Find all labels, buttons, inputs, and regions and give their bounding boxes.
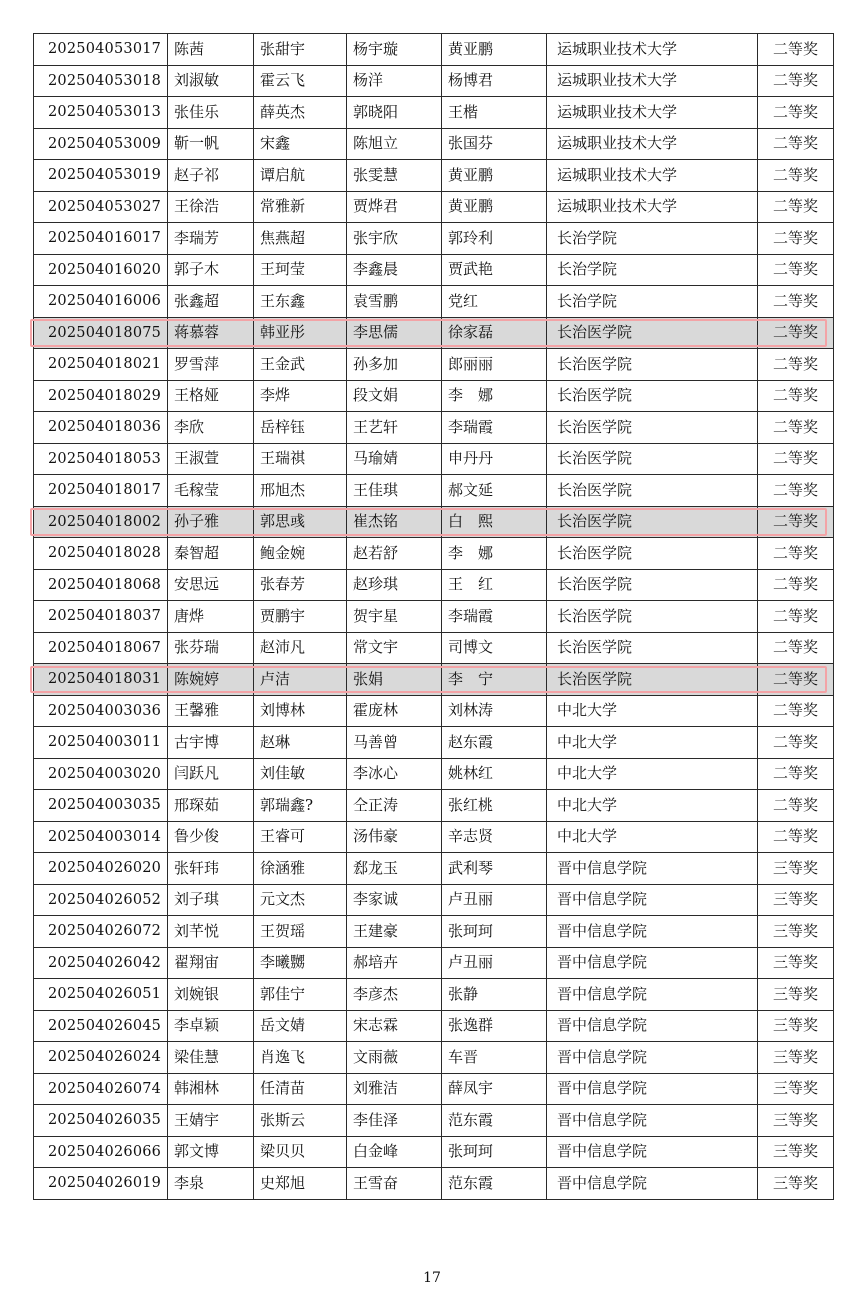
entry-id-cell: 202504026035 [34,1105,168,1137]
award-cell: 三等奖 [758,916,834,948]
advisor-cell: 张静 [442,979,547,1011]
advisor-cell: 刘林涛 [442,695,547,727]
table-row [34,286,834,318]
page-number: 17 [423,1270,441,1286]
entry-id-cell: 202504018067 [34,632,168,664]
entry-id-cell: 202504018075 [34,317,168,349]
award-cell: 三等奖 [758,947,834,979]
entry-id-cell: 202504026019 [34,1168,168,1200]
member1-cell: 邢琛茹 [168,790,254,822]
member3-cell: 张娟 [347,664,442,696]
member3-cell: 张宇欣 [347,223,442,255]
table-row [34,380,834,412]
member1-cell: 鲁少俊 [168,821,254,853]
member2-cell: 薛英杰 [254,97,347,129]
table-row [34,1105,834,1137]
school-cell: 中北大学 [547,727,758,759]
advisor-cell: 范东霞 [442,1168,547,1200]
entry-id-cell: 202504003014 [34,821,168,853]
school-cell: 运城职业技术大学 [547,97,758,129]
member1-cell: 陈婉婷 [168,664,254,696]
advisor-cell: 范东霞 [442,1105,547,1137]
school-cell: 运城职业技术大学 [547,65,758,97]
table-row [34,223,834,255]
entry-id-cell: 202504018031 [34,664,168,696]
school-cell: 长治医学院 [547,569,758,601]
school-cell: 长治学院 [547,223,758,255]
member1-cell: 张鑫超 [168,286,254,318]
school-cell: 中北大学 [547,758,758,790]
table-row [34,317,834,349]
award-cell: 二等奖 [758,380,834,412]
school-cell: 长治学院 [547,286,758,318]
advisor-cell: 车晋 [442,1042,547,1074]
member2-cell: 张甜宇 [254,34,347,66]
member3-cell: 杨宇璇 [347,34,442,66]
school-cell: 长治医学院 [547,380,758,412]
member3-cell: 李彦杰 [347,979,442,1011]
entry-id-cell: 202504026020 [34,853,168,885]
advisor-cell: 王 红 [442,569,547,601]
school-cell: 晋中信息学院 [547,853,758,885]
member2-cell: 鲍金婉 [254,538,347,570]
award-cell: 三等奖 [758,884,834,916]
school-cell: 中北大学 [547,821,758,853]
advisor-cell: 黄亚鹏 [442,34,547,66]
school-cell: 晋中信息学院 [547,1042,758,1074]
school-cell: 运城职业技术大学 [547,128,758,160]
member1-cell: 李泉 [168,1168,254,1200]
award-cell: 二等奖 [758,538,834,570]
member1-cell: 李瑞芳 [168,223,254,255]
member1-cell: 韩湘林 [168,1073,254,1105]
advisor-cell: 李 娜 [442,380,547,412]
member3-cell: 孙多加 [347,349,442,381]
member1-cell: 翟翔宙 [168,947,254,979]
member3-cell: 张雯慧 [347,160,442,192]
member2-cell: 韩亚彤 [254,317,347,349]
entry-id-cell: 202504026074 [34,1073,168,1105]
award-cell: 二等奖 [758,191,834,223]
member2-cell: 岳文婧 [254,1010,347,1042]
member3-cell: 杨洋 [347,65,442,97]
member2-cell: 任清苗 [254,1073,347,1105]
advisor-cell: 张珂珂 [442,1136,547,1168]
member1-cell: 唐烨 [168,601,254,633]
advisor-cell: 王楷 [442,97,547,129]
member1-cell: 秦智超 [168,538,254,570]
advisor-cell: 张珂珂 [442,916,547,948]
award-cell: 二等奖 [758,758,834,790]
advisor-cell: 李瑞霞 [442,412,547,444]
school-cell: 中北大学 [547,695,758,727]
award-cell: 三等奖 [758,1168,834,1200]
member1-cell: 梁佳慧 [168,1042,254,1074]
entry-id-cell: 202504018028 [34,538,168,570]
member2-cell: 刘佳敏 [254,758,347,790]
school-cell: 长治医学院 [547,412,758,444]
school-cell: 长治医学院 [547,317,758,349]
member2-cell: 徐涵雅 [254,853,347,885]
advisor-cell: 卢丑丽 [442,947,547,979]
advisor-cell: 白 熙 [442,506,547,538]
member3-cell: 郝培卉 [347,947,442,979]
member3-cell: 崔杰铭 [347,506,442,538]
member3-cell: 马瑜婧 [347,443,442,475]
entry-id-cell: 202504003035 [34,790,168,822]
member3-cell: 李佳泽 [347,1105,442,1137]
school-cell: 运城职业技术大学 [547,191,758,223]
member2-cell: 王贺瑶 [254,916,347,948]
entry-id-cell: 202504018068 [34,569,168,601]
member2-cell: 史郑旭 [254,1168,347,1200]
member2-cell: 宋鑫 [254,128,347,160]
entry-id-cell: 202504018029 [34,380,168,412]
entry-id-cell: 202504053027 [34,191,168,223]
advisor-cell: 张国芬 [442,128,547,160]
advisor-cell: 黄亚鹏 [442,160,547,192]
member3-cell: 李鑫晨 [347,254,442,286]
entry-id-cell: 202504018053 [34,443,168,475]
school-cell: 晋中信息学院 [547,1010,758,1042]
member3-cell: 宋志霖 [347,1010,442,1042]
entry-id-cell: 202504026051 [34,979,168,1011]
award-cell: 二等奖 [758,695,834,727]
member3-cell: 李思儒 [347,317,442,349]
member3-cell: 赵若舒 [347,538,442,570]
member2-cell: 霍云飞 [254,65,347,97]
advisor-cell: 张红桃 [442,790,547,822]
member1-cell: 李欣 [168,412,254,444]
table-row [34,790,834,822]
advisor-cell: 黄亚鹏 [442,191,547,223]
school-cell: 长治医学院 [547,664,758,696]
school-cell: 运城职业技术大学 [547,34,758,66]
table-row [34,1073,834,1105]
award-cell: 二等奖 [758,412,834,444]
award-cell: 二等奖 [758,632,834,664]
member1-cell: 罗雪萍 [168,349,254,381]
table-row [34,160,834,192]
member1-cell: 蒋慕蓉 [168,317,254,349]
entry-id-cell: 202504003011 [34,727,168,759]
member2-cell: 刘博林 [254,695,347,727]
award-cell: 三等奖 [758,1010,834,1042]
entry-id-cell: 202504053009 [34,128,168,160]
school-cell: 长治医学院 [547,349,758,381]
award-cell: 二等奖 [758,727,834,759]
member3-cell: 陈旭立 [347,128,442,160]
member2-cell: 梁贝贝 [254,1136,347,1168]
table-row [34,1168,834,1200]
entry-id-cell: 202504016017 [34,223,168,255]
member1-cell: 郭子木 [168,254,254,286]
table-row [34,506,834,538]
advisor-cell: 郭玲利 [442,223,547,255]
school-cell: 晋中信息学院 [547,916,758,948]
member1-cell: 王馨雅 [168,695,254,727]
member2-cell: 张斯云 [254,1105,347,1137]
entry-id-cell: 202504026052 [34,884,168,916]
member1-cell: 刘子琪 [168,884,254,916]
entry-id-cell: 202504026045 [34,1010,168,1042]
school-cell: 晋中信息学院 [547,1168,758,1200]
advisor-cell: 李 宁 [442,664,547,696]
award-cell: 二等奖 [758,569,834,601]
school-cell: 晋中信息学院 [547,979,758,1011]
table-row [34,884,834,916]
entry-id-cell: 202504016020 [34,254,168,286]
member2-cell: 肖逸飞 [254,1042,347,1074]
member3-cell: 郭晓阳 [347,97,442,129]
award-cell: 二等奖 [758,349,834,381]
table-row [34,1136,834,1168]
award-cell: 三等奖 [758,853,834,885]
member2-cell: 常雅新 [254,191,347,223]
table-row [34,128,834,160]
award-cell: 二等奖 [758,790,834,822]
advisor-cell: 郎丽丽 [442,349,547,381]
member1-cell: 刘婉银 [168,979,254,1011]
member1-cell: 张芬瑞 [168,632,254,664]
member3-cell: 郄龙玉 [347,853,442,885]
member3-cell: 袁雪鹏 [347,286,442,318]
award-cell: 二等奖 [758,128,834,160]
member3-cell: 仝正涛 [347,790,442,822]
table-row [34,727,834,759]
member3-cell: 霍庞林 [347,695,442,727]
table-row [34,821,834,853]
award-cell: 三等奖 [758,1105,834,1137]
member2-cell: 邢旭杰 [254,475,347,507]
table-row [34,664,834,696]
member3-cell: 贺宇星 [347,601,442,633]
table-row [34,65,834,97]
school-cell: 长治医学院 [547,632,758,664]
entry-id-cell: 202504026024 [34,1042,168,1074]
member1-cell: 张轩玮 [168,853,254,885]
member1-cell: 赵子祁 [168,160,254,192]
table-row [34,947,834,979]
advisor-cell: 张逸群 [442,1010,547,1042]
advisor-cell: 郝文延 [442,475,547,507]
table-row [34,916,834,948]
member3-cell: 刘雅洁 [347,1073,442,1105]
advisor-cell: 薛凤宇 [442,1073,547,1105]
advisor-cell: 姚林红 [442,758,547,790]
member3-cell: 白金峰 [347,1136,442,1168]
table-row [34,349,834,381]
table-row [34,254,834,286]
entry-id-cell: 202504026072 [34,916,168,948]
table-row [34,1010,834,1042]
member3-cell: 王艺轩 [347,412,442,444]
entry-id-cell: 202504053019 [34,160,168,192]
advisor-cell: 辛志贤 [442,821,547,853]
school-cell: 长治医学院 [547,538,758,570]
member3-cell: 文雨薇 [347,1042,442,1074]
advisor-cell: 党红 [442,286,547,318]
member1-cell: 王徐浩 [168,191,254,223]
advisor-cell: 申丹丹 [442,443,547,475]
member1-cell: 孙子雅 [168,506,254,538]
member3-cell: 贾烨君 [347,191,442,223]
member2-cell: 赵琳 [254,727,347,759]
entry-id-cell: 202504018036 [34,412,168,444]
table-row [34,695,834,727]
award-cell: 二等奖 [758,475,834,507]
advisor-cell: 武利琴 [442,853,547,885]
member3-cell: 王建豪 [347,916,442,948]
member1-cell: 古宇博 [168,727,254,759]
advisor-cell: 贾武艳 [442,254,547,286]
award-cell: 二等奖 [758,160,834,192]
member1-cell: 安思远 [168,569,254,601]
entry-id-cell: 202504003020 [34,758,168,790]
award-cell: 二等奖 [758,821,834,853]
member2-cell: 李曦嬲 [254,947,347,979]
award-cell: 二等奖 [758,254,834,286]
member1-cell: 闫跃凡 [168,758,254,790]
school-cell: 长治医学院 [547,601,758,633]
member2-cell: 郭佳宁 [254,979,347,1011]
school-cell: 长治医学院 [547,443,758,475]
member1-cell: 刘芊悦 [168,916,254,948]
table-row [34,443,834,475]
member2-cell: 谭启航 [254,160,347,192]
table-row [34,853,834,885]
award-cell: 二等奖 [758,601,834,633]
award-cell: 二等奖 [758,443,834,475]
member2-cell: 王珂莹 [254,254,347,286]
table-row [34,34,834,66]
table-row [34,979,834,1011]
entry-id-cell: 202504018017 [34,475,168,507]
member3-cell: 汤伟豪 [347,821,442,853]
school-cell: 晋中信息学院 [547,1136,758,1168]
entry-id-cell: 202504016006 [34,286,168,318]
award-cell: 二等奖 [758,664,834,696]
award-cell: 二等奖 [758,506,834,538]
award-cell: 二等奖 [758,286,834,318]
member1-cell: 李卓颖 [168,1010,254,1042]
entry-id-cell: 202504003036 [34,695,168,727]
member2-cell: 郭思彧 [254,506,347,538]
member3-cell: 李家诚 [347,884,442,916]
member2-cell: 郭瑞鑫? [254,790,347,822]
advisor-cell: 李 娜 [442,538,547,570]
member1-cell: 靳一帆 [168,128,254,160]
entry-id-cell: 202504026066 [34,1136,168,1168]
member2-cell: 卢洁 [254,664,347,696]
advisor-cell: 李瑞霞 [442,601,547,633]
member1-cell: 王格娅 [168,380,254,412]
member2-cell: 王睿可 [254,821,347,853]
entry-id-cell: 202504018002 [34,506,168,538]
member2-cell: 王瑞祺 [254,443,347,475]
advisor-cell: 杨博君 [442,65,547,97]
award-cell: 二等奖 [758,34,834,66]
advisor-cell: 司博文 [442,632,547,664]
entry-id-cell: 202504053017 [34,34,168,66]
entry-id-cell: 202504026042 [34,947,168,979]
member3-cell: 段文娟 [347,380,442,412]
school-cell: 晋中信息学院 [547,884,758,916]
member1-cell: 王淑萱 [168,443,254,475]
table-row [34,1042,834,1074]
advisor-cell: 徐家磊 [442,317,547,349]
school-cell: 晋中信息学院 [547,947,758,979]
table-body [34,34,834,1200]
table-row [34,569,834,601]
member3-cell: 王佳琪 [347,475,442,507]
member2-cell: 贾鹏宇 [254,601,347,633]
school-cell: 长治医学院 [547,475,758,507]
member1-cell: 郭文博 [168,1136,254,1168]
table-row [34,538,834,570]
school-cell: 运城职业技术大学 [547,160,758,192]
member3-cell: 王雪奋 [347,1168,442,1200]
school-cell: 长治医学院 [547,506,758,538]
table-row [34,97,834,129]
member2-cell: 元文杰 [254,884,347,916]
member2-cell: 王东鑫 [254,286,347,318]
member3-cell: 李冰心 [347,758,442,790]
member2-cell: 焦燕超 [254,223,347,255]
advisor-cell: 赵东霞 [442,727,547,759]
member2-cell: 张春芳 [254,569,347,601]
school-cell: 长治学院 [547,254,758,286]
table-row [34,758,834,790]
member1-cell: 刘淑敏 [168,65,254,97]
award-cell: 三等奖 [758,1136,834,1168]
table-row [34,632,834,664]
school-cell: 中北大学 [547,790,758,822]
entry-id-cell: 202504053013 [34,97,168,129]
award-cell: 三等奖 [758,979,834,1011]
member1-cell: 王婧宇 [168,1105,254,1137]
table-row [34,475,834,507]
award-cell: 三等奖 [758,1042,834,1074]
member2-cell: 王金武 [254,349,347,381]
table-row [34,412,834,444]
school-cell: 晋中信息学院 [547,1073,758,1105]
member1-cell: 毛稼莹 [168,475,254,507]
table-row [34,601,834,633]
entry-id-cell: 202504053018 [34,65,168,97]
award-cell: 二等奖 [758,317,834,349]
member2-cell: 李烨 [254,380,347,412]
school-cell: 晋中信息学院 [547,1105,758,1137]
advisor-cell: 卢丑丽 [442,884,547,916]
member1-cell: 陈茜 [168,34,254,66]
member3-cell: 马善曾 [347,727,442,759]
award-cell: 三等奖 [758,1073,834,1105]
table-row [34,191,834,223]
member3-cell: 赵珍琪 [347,569,442,601]
member2-cell: 赵沛凡 [254,632,347,664]
member2-cell: 岳梓钰 [254,412,347,444]
entry-id-cell: 202504018037 [34,601,168,633]
member3-cell: 常文宇 [347,632,442,664]
entry-id-cell: 202504018021 [34,349,168,381]
award-cell: 二等奖 [758,97,834,129]
award-cell: 二等奖 [758,65,834,97]
member1-cell: 张佳乐 [168,97,254,129]
award-cell: 二等奖 [758,223,834,255]
award-table [33,33,834,1200]
